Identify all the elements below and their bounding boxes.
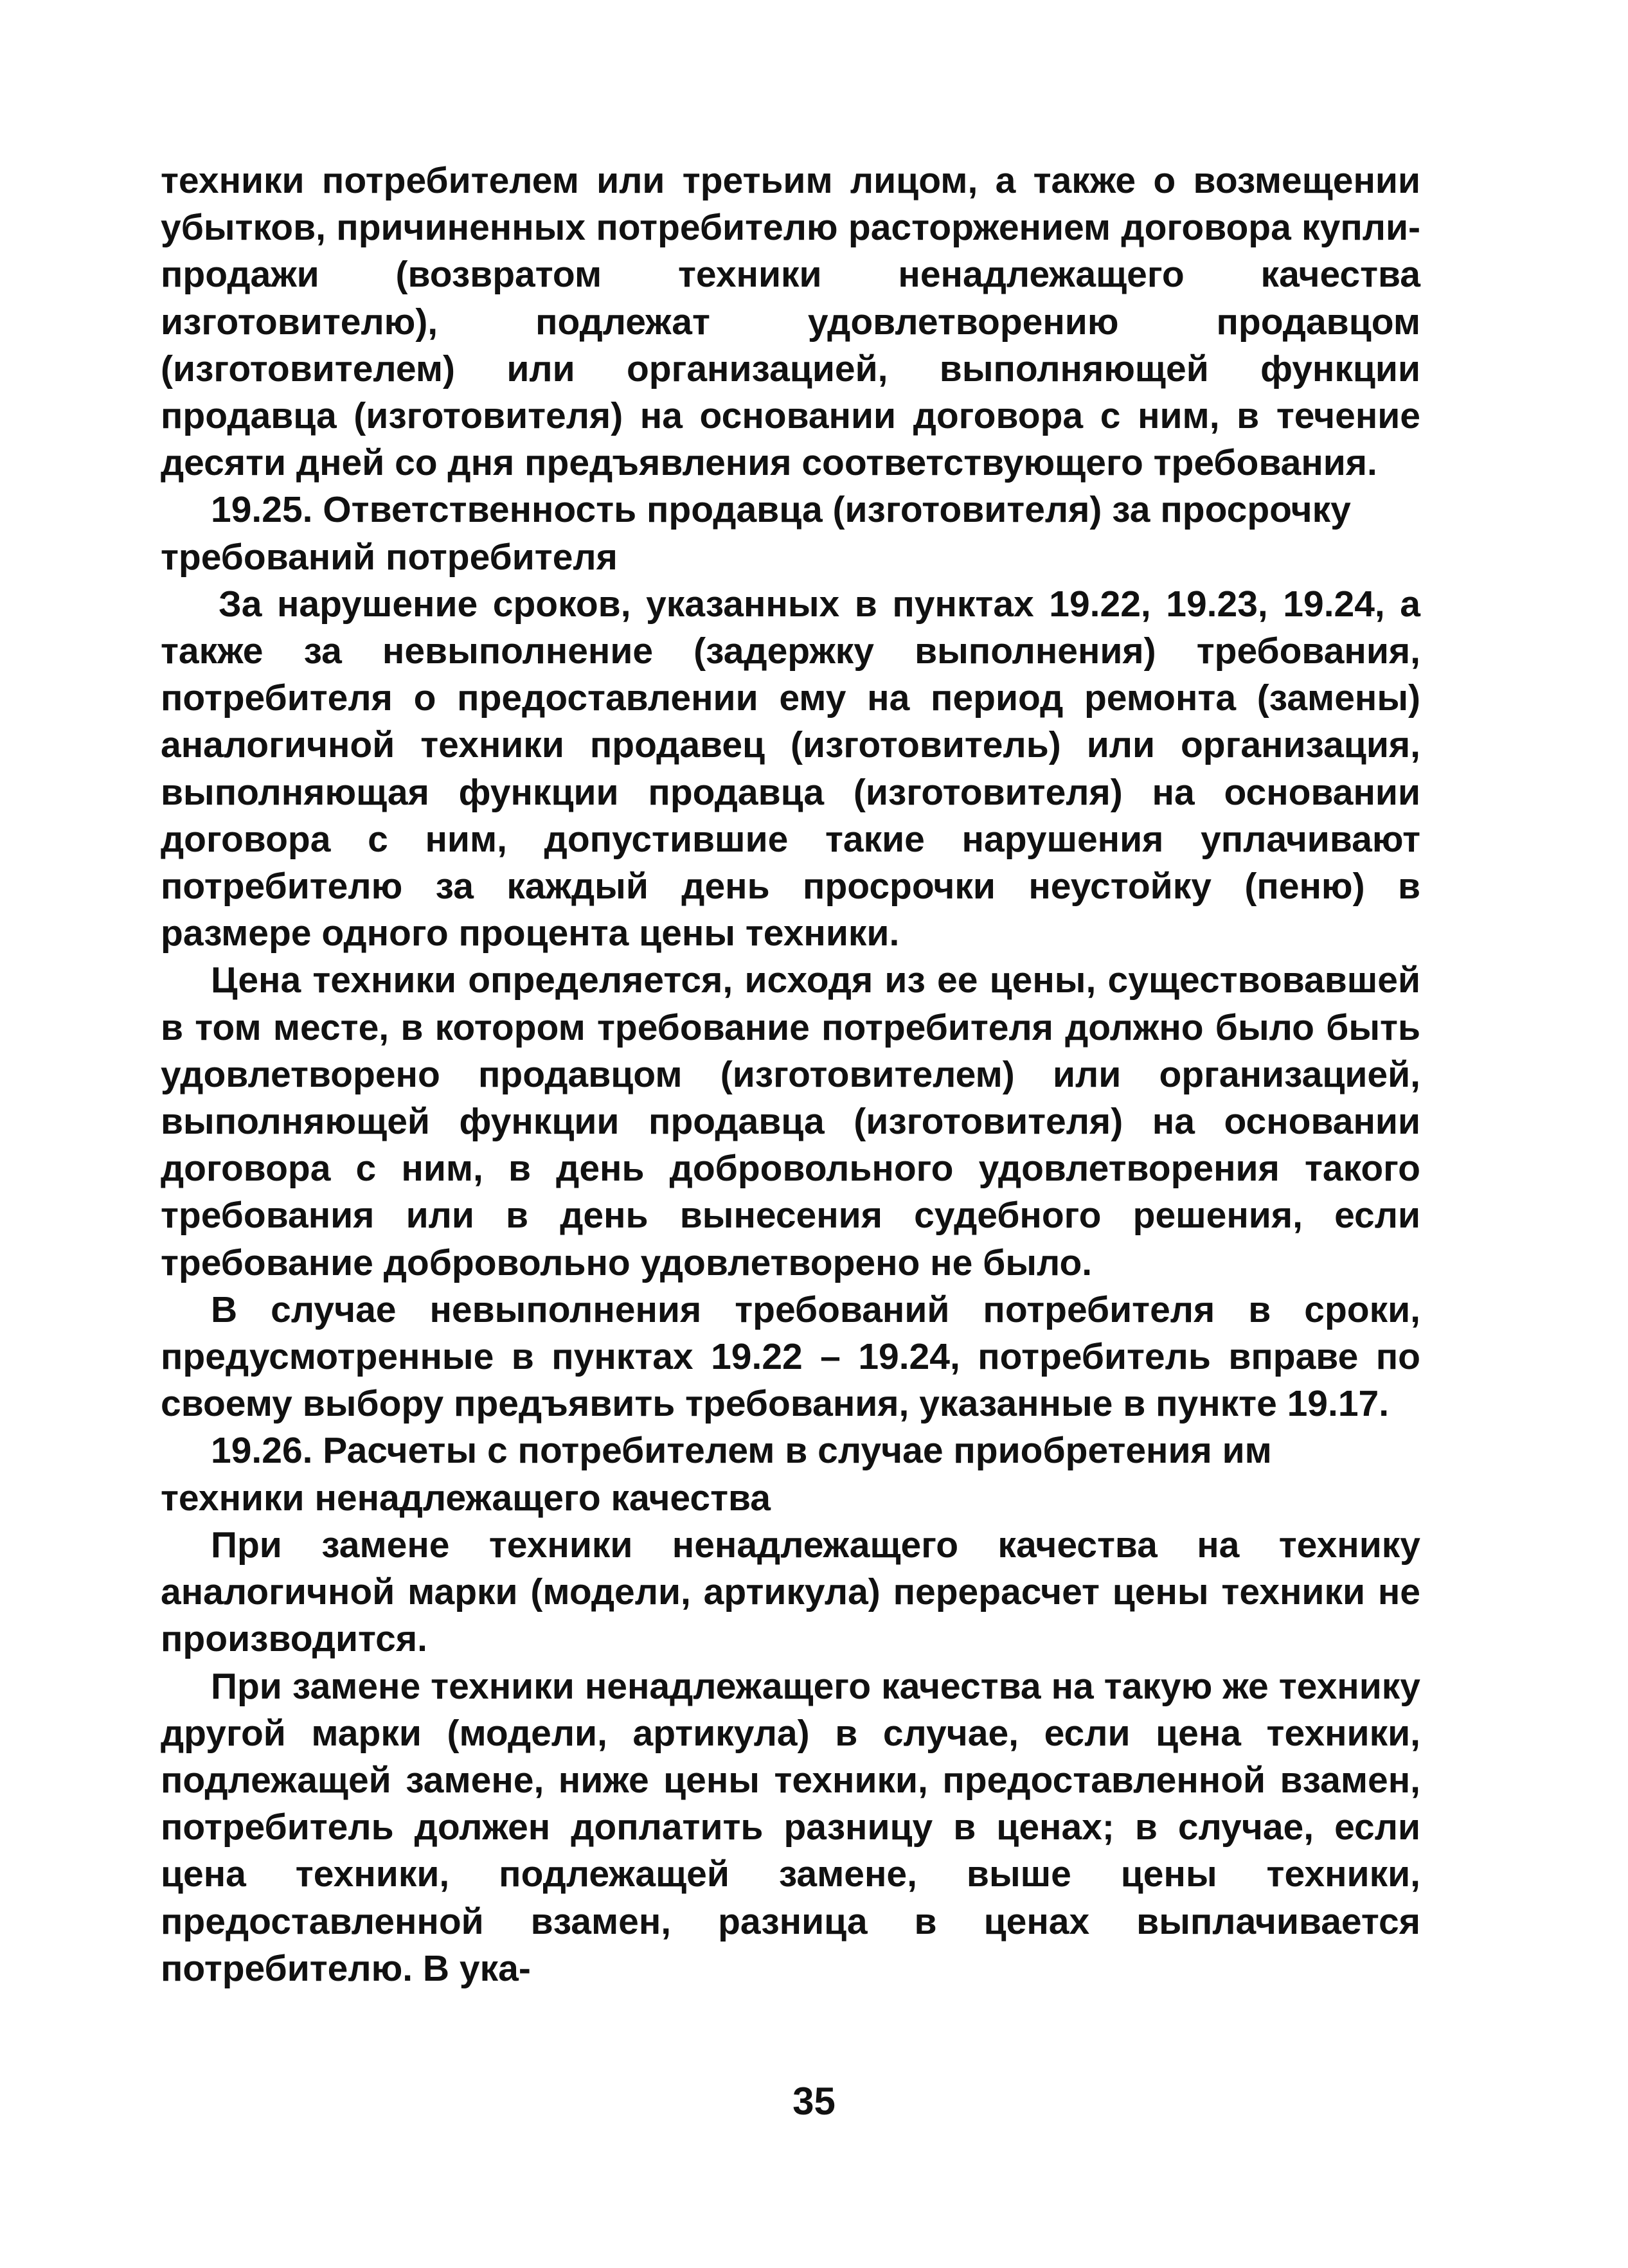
section-heading-19-25: 19.25. Ответственность продавца (изготовителя) за просрочку требований потребителя	[161, 489, 1351, 578]
paragraph-continuation: техники потребителем или третьим лицом, а также о возмещении убытков, причиненных потребителю расторжением договора купли-продажи (возвратом техники ненадлежащего качества изготовителю), подлежат удовлетворению продавцом (изготовителем) или организацией, выполняющей функции продавца (изготовителя) на основании договора с ним, в течение десяти дней со дня предъявления соответствующего требования.	[161, 160, 1420, 484]
paragraph-price-determination: Цена техники определяется, исходя из ее цены, существовавшей в том месте, в котором требование потребителя должно было быть удовлетворено продавцом (изготовителем) или организацией, выполняющей функции продавца (изготовителя) на основании договора с ним, в день добровольного удовлетворения такого требования или в день вынесения судебного решения, если требование добровольно удовлетворено не было.	[161, 960, 1420, 1283]
paragraph-non-fulfillment: В случае невыполнения требований потребителя в сроки, предусмотренные в пунктах 19.22 – 19.24, потребитель вправе по своему выбору предъявить требования, указанные в пункте 19.17.	[161, 1289, 1420, 1425]
section-heading-19-26: 19.26. Расчеты с потребителем в случае приобретения им техники ненадлежащего качества	[161, 1430, 1272, 1519]
paragraph-other-model-replacement: При замене техники ненадлежащего качества на такую же технику другой марки (модели, артикула) в случае, если цена техники, подлежащей замене, ниже цены техники, предоставленной взамен, потребитель должен доплатить разницу в ценах; в случае, если цена техники, подлежащей замене, выше цены техники, предоставленной взамен, разница в ценах выплачивается потребителю. В ука-	[161, 1665, 1420, 1989]
paragraph-same-model-replacement: При замене техники ненадлежащего качества на технику аналогичной марки (модели, артикула) перерасчет цены техники не производится.	[161, 1524, 1420, 1660]
page-number: 35	[792, 2080, 836, 2123]
paragraph-penalty: За нарушение сроков, указанных в пунктах 19.22, 19.23, 19.24, а также за невыполнение (задержку выполнения) требования, потребителя о предоставлении ему на период ремонта (замены) аналогичной техники продавец (изготовитель) или организация, выполняющая функции продавца (изготовителя) на основании договора с ним, допустившие такие нарушения уплачивают потребителю за каждый день просрочки неустойку (пеню) в размере одного процента цены техники.	[161, 583, 1420, 954]
page-body	[161, 157, 1420, 1992]
